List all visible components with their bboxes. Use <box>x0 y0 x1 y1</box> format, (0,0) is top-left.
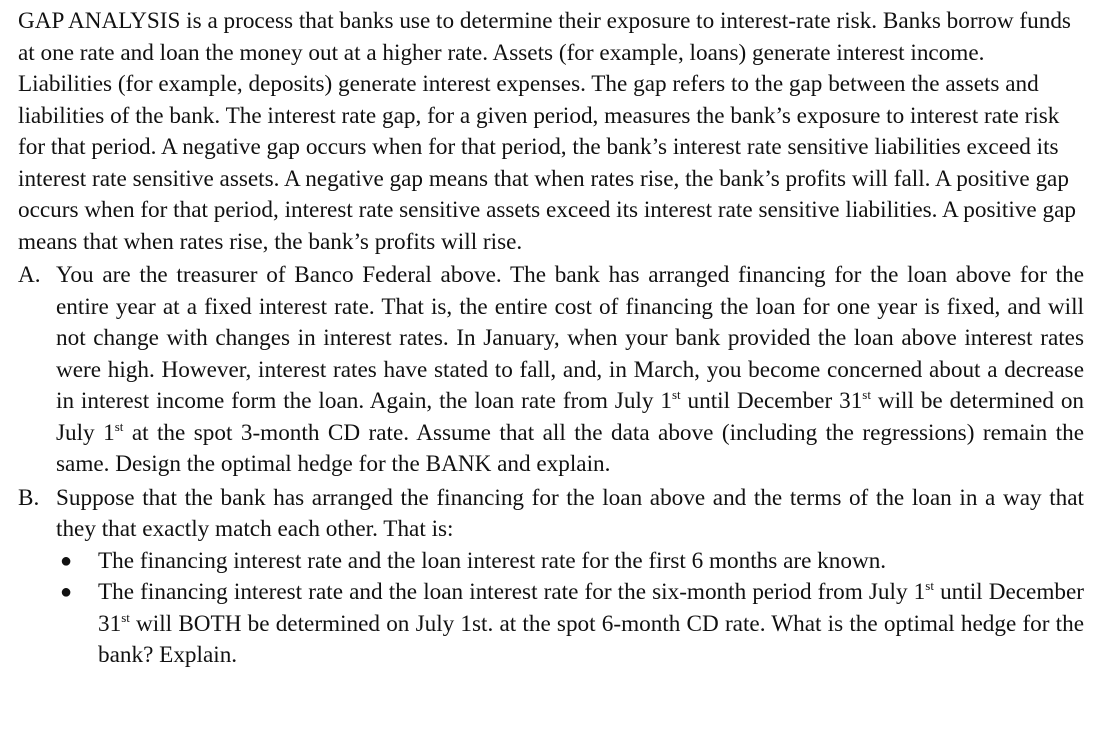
list-item <box>56 546 1084 578</box>
bullet-icon: ● <box>60 549 73 572</box>
bullet-text <box>98 579 1084 668</box>
superscript-st: st <box>671 387 681 402</box>
question-a-text <box>56 262 1084 477</box>
bullet-text-part1: The financing interest rate and the loan interest rate for the six-month period from July 1 <box>98 579 926 605</box>
question-a <box>18 260 1084 481</box>
superscript-st: st <box>925 578 934 593</box>
intro-paragraph: GAP ANALYSIS is a process that banks use to determine their exposure to interest-rate risk. Banks borrow funds at one rate and loan the money out at a higher rate. Assets (for example, loans) generate interest income. Liabilities (for example, deposits) generate interest expenses. The gap refers to the gap between the assets and liabilities of the bank. The interest rate gap, for a given period, measures the bank’s exposure to interest rate risk for that period. A negative gap occurs when for that period, the bank’s interest rate sensitive liabilities exceed its interest rate sensitive assets. A negative gap means that when rates rise, the bank’s profits will fall. A positive gap occurs when for that period, interest rate sensitive assets exceed its interest rate sensitive liabilities. A positive gap means that when rates rise, the bank’s profits will rise. <box>18 8 1076 255</box>
question-a-text-part3: will be determined on July 1 <box>56 388 1085 446</box>
bullet-text-part2: until December 31 <box>98 579 1084 637</box>
question-b-bullet-list <box>56 546 1084 672</box>
question-b <box>18 483 1084 672</box>
bullet-icon: ● <box>60 581 73 603</box>
question-b-marker: B. <box>18 484 40 511</box>
superscript-st: st <box>862 387 871 402</box>
list-item <box>56 577 1084 672</box>
superscript-st: st <box>121 609 130 625</box>
question-b-text: Suppose that the bank has arranged the financing for the loan above and the terms of the loan in a way that they that exactly match each other. That is: <box>56 484 1084 542</box>
question-a-text-part2: until December 31 <box>680 388 863 414</box>
question-a-marker: A. <box>18 262 41 288</box>
bullet-text-part3: will BOTH be determined on July 1st. at the spot 6-month CD rate. What is the optimal hedge for the bank? Explain. <box>98 610 1084 668</box>
superscript-st: st <box>114 418 124 434</box>
question-a-text-part1: You are the treasurer of Banco Federal above. The bank has arranged financing for the loan above for the entire year at a fixed interest rate. That is, the entire cost of financing the loan for one year is fixed, and will not change with changes in interest rates. In January, when your bank provided the loan above interest rates were high. However, interest rates have stated to fall, and, in March, you become concerned about a decrease in interest income form the loan. Again, the loan rate from July 1 <box>56 262 1084 414</box>
bullet-text: The financing interest rate and the loan interest rate for the first 6 months are known. <box>98 547 887 574</box>
question-a-text-part4: at the spot 3-month CD rate. Assume that all the data above (including the regressions) remain the same. Design the optimal hedge for the BANK and explain. <box>56 419 1085 477</box>
document-page <box>18 6 1084 672</box>
